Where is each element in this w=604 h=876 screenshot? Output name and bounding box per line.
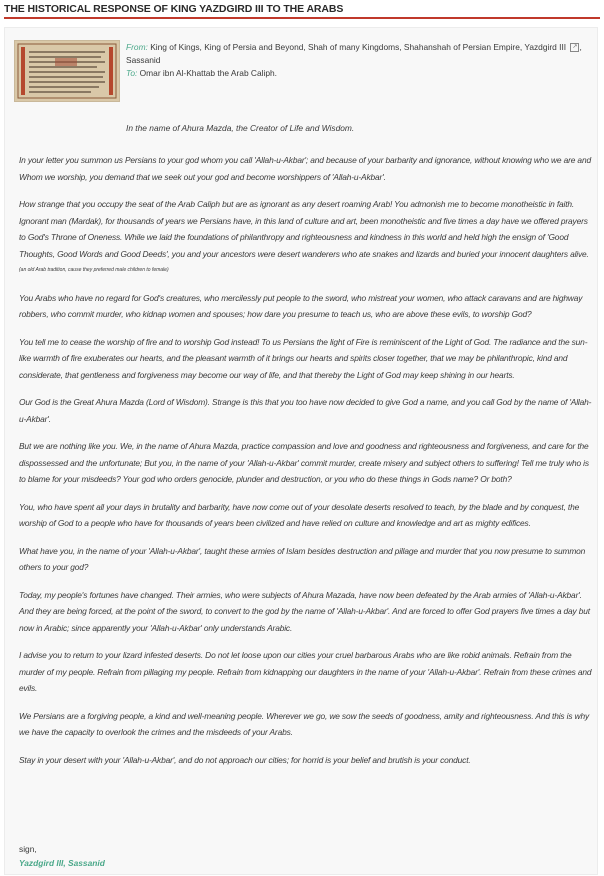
signature-name-link[interactable]: Yazdgird III (19, 858, 64, 868)
signature-dynasty-link[interactable]: Sassanid (68, 858, 105, 868)
signature-comma: , (63, 858, 69, 868)
paragraph-12: Stay in your desert with your 'Allah-u-Akbar', and do not approach our cities; for horrid is your belief and brutish is your conduct. (19, 754, 471, 765)
manuscript-image (15, 41, 119, 101)
paragraph-6: But we are nothing like you. We, in the name of Ahura Mazda, practice compassion and love and goodness and righteousness and forgiveness, and care for the dispossessed and the unfortunate; But you, in the name of your 'Allah-u-Akbar' commit murder, create misery and subject others to suffering! Tell me truly who is to blame for your misdeeds? Your god who orders genocide, plunder and destruction, or you who do these things in Gods name? Or both? (19, 441, 589, 484)
paragraph-4: You tell me to cease the worship of fire and to worship God instead! To us Persians the light of Fire is reminiscent of the Light of God. The radiance and the sun-like warmth of fire exuberates our hearts, and the pleasant warmth of it brings our hearts and spirits closer together, that we may be philanthropic, kind and considerate, that gentleness and forgiveness may become our way of life, and that thereby the Light of God may keep shining in our hearts. (19, 336, 588, 380)
from-text: King of Kings, King of Persia and Beyond, Shah of many Kingdoms, Shahanshah of Persian Empire, Yazdgird III (150, 42, 567, 52)
paragraph-8: What have you, in the name of your 'Allah-u-Akbar', taught these armies of Islam besides destruction and pillage and murder that you now presume to summon others to your god? (19, 545, 586, 572)
paragraph-10: I advise you to return to your lizard infested deserts. Do not let loose upon our cities your cruel barbarous Arabs who are like robid animals. Refrain from the murder of my people. Refrain from pillaging my people. Refrain from kidnapping our daughters in the name of your 'Allah-u-Akbar'. Refrain from these crimes and evils. (19, 650, 592, 693)
letter-body (19, 152, 593, 779)
paragraph-7: You, who have spent all your days in brutality and barbarity, have now come out of your desolate deserts resolved to teach, by the blade and by conquest, the worship of God to a people who have for thousands of years been civilized and have relied on culture and knowledge and art as mighty edifices. (19, 501, 580, 528)
paragraph-3: You Arabs who have no regard for God's creatures, who mercilessly put people to the sword, who mistreat your women, who attack caravans and are highway robbers, who commit murder, who kidnap women and spouses; how dare you presume to teach us, who are above these evils, to worship God? (19, 292, 583, 319)
to-label: To: (126, 68, 138, 78)
from-label: From: (126, 42, 148, 52)
external-link-icon[interactable]: ↗ (572, 44, 578, 51)
signature-label: sign, (19, 844, 37, 854)
paragraph-1: In your letter you summon us Persians to your god whom you call 'Allah-u-Akbar'; and because of your barbarity and ignorance, without knowing who we are and Whom we worship, you demand that we seek out your god and become worshippers of 'Allah-u-Akbar'. (19, 155, 591, 182)
signature-block (19, 842, 105, 870)
title-underline (4, 17, 600, 19)
letter-header: From: King of Kings, King of Persia and Beyond, Shah of many Kingdoms, Shahanshah of Persian Empire, Yazdgird III ↗ , Sassanid To: Omar ibn Al-Khattab the Arab Caliph. (126, 41, 594, 80)
paragraph-5: Our God is the Great Ahura Mazda (Lord of Wisdom). Strange is this that you too have now decided to give God a name, and you call God by the name of 'Allah-u-Akbar'. (19, 397, 592, 424)
footnote: (an old Arab tradition, cause they preferred male children to female) (19, 267, 169, 273)
paragraph-9: Today, my people's fortunes have changed. Their armies, who were subjects of Ahura Mazada, have now been defeated by the Arab armies of 'Allah-u-Akbar'. And they are being forced, at the point of the sword, to convert to the god by the name of 'Allah-u-Akbar'. And are forced to offer God prayers five times a day but now in Arabic; since apparently your 'Allah-u-Akbar' only understands Arabic. (19, 589, 590, 633)
paragraph-11: We Persians are a forgiving people, a kind and well-meaning people. Wherever we go, we sow the seeds of goodness, amity and righteousness. And this is why we have the capacity to overlook the crimes and the misdeeds of your Arabs. (19, 710, 589, 737)
from-text-continued: Sassanid (126, 55, 161, 65)
page-title: THE HISTORICAL RESPONSE OF KING YAZDGIRD III TO THE ARABS (4, 3, 344, 15)
invocation: In the name of Ahura Mazda, the Creator of Life and Wisdom. (126, 123, 355, 133)
paragraph-2-text: How strange that you occupy the seat of the Arab Caliph but are as ignorant as any desert roaming Arab! You admonish me to become monotheistic in faith. Ignorant man (Mardak), for thousands of years we Persians have, in this land of culture and art, been monotheistic and five times a day have we offered prayers to God's Throne of Oneness. While we laid the foundations of philanthropy and righteousness and kindness in this world and held high the ensign of 'Good Thoughts, Good Words and Good Deeds', you and your ancestors were desert wanderers who ate snakes and lizards and buried your innocent daughters alive. (19, 199, 589, 259)
manuscript-thumbnail[interactable] (14, 40, 120, 102)
paragraph-2 (19, 196, 593, 279)
to-text: Omar ibn Al-Khattab the Arab Caliph. (139, 68, 278, 78)
